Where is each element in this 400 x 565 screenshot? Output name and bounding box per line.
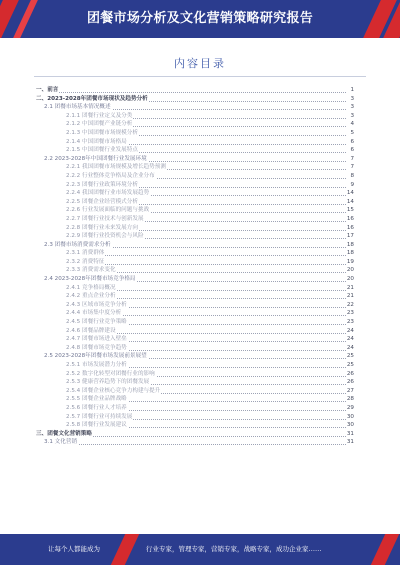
toc-entry-page: 19 [346, 258, 354, 265]
toc-entry[interactable] [36, 387, 354, 396]
toc-entry-page: 25 [346, 362, 354, 368]
dot-leader [96, 138, 346, 145]
toc-entry[interactable] [36, 361, 354, 370]
toc-entry-label: 2.4.1 竞争格局概况 [66, 284, 116, 291]
toc-entry[interactable] [36, 266, 354, 275]
toc-entry-label: 2.1.3 中国团餐市场规模分析 [66, 129, 138, 136]
toc-entry[interactable] [36, 335, 354, 344]
dot-leader [96, 318, 346, 325]
toc-entry[interactable] [36, 352, 354, 361]
toc-entry-label: 2.2 2023-2028年中国团餐行业发展环境 [44, 155, 147, 162]
toc-entry-label: 2.1.1 团餐行业定义及分类 [66, 112, 133, 119]
footer-slogan-left: 让每个人都能成为 [48, 545, 100, 553]
toc-entry-label: 2.2.7 团餐行业技术与创新发展 [66, 215, 144, 222]
toc-entry-label: 2.5.3 健康营养趋势下的团餐发展 [66, 379, 150, 386]
toc-entry[interactable] [36, 438, 354, 447]
toc-entry-label: 2.5.2 数字化转型对团餐行业的影响 [66, 370, 155, 377]
toc-entry-page: 16 [346, 224, 354, 231]
dot-leader [96, 120, 346, 127]
dot-leader [76, 103, 346, 110]
dot-leader [46, 86, 346, 93]
toc-entry[interactable] [36, 224, 354, 233]
toc-entry-page: 25 [346, 353, 354, 360]
toc-entry[interactable] [36, 404, 354, 413]
toc-entry[interactable] [36, 327, 354, 336]
dot-leader [96, 301, 346, 308]
toc-entry[interactable] [36, 198, 354, 207]
toc-entry-label: 一、前言 [36, 87, 59, 93]
toc-entry[interactable] [36, 146, 354, 155]
toc-entry[interactable] [36, 138, 354, 147]
toc-entry-page: 22 [346, 301, 354, 308]
toc-entry-label: 2.4 2023-2028年团餐市场竞争格局 [44, 276, 136, 283]
dot-leader [96, 344, 346, 351]
toc-entry[interactable] [36, 112, 354, 121]
dot-leader [96, 258, 346, 265]
toc-entry-label: 2.1.5 中国团餐行业发展特点 [66, 147, 138, 154]
decorative-stripe [371, 534, 399, 565]
toc-entry-page: 24 [346, 344, 354, 351]
footer-banner [0, 534, 400, 565]
toc-entry-page: 24 [346, 327, 354, 334]
toc-entry[interactable] [36, 284, 354, 293]
toc-entry-page: 7 [350, 155, 354, 162]
toc-entry-page: 9 [350, 181, 354, 188]
toc-entry[interactable] [36, 309, 354, 318]
toc-entry-page: 6 [350, 138, 354, 145]
dot-leader [96, 327, 346, 334]
toc-entry-page: 3 [350, 95, 354, 102]
dot-leader [96, 249, 346, 256]
toc-entry-label: 2.5.7 团餐行业可持续发展 [66, 413, 133, 420]
dot-leader [96, 335, 346, 342]
toc-entry-label: 2.3 团餐市场消费需求分析 [44, 241, 111, 248]
toc-entry-label: 2.4.3 区域市场竞争分析 [66, 301, 127, 308]
toc-entry-page: 26 [346, 370, 354, 377]
toc-entry[interactable] [36, 155, 354, 164]
toc-entry[interactable] [36, 378, 354, 387]
toc-entry-page: 28 [346, 396, 354, 403]
toc-entry[interactable] [36, 241, 354, 250]
toc-entry-label: 2.1 团餐市场基本情况概述 [44, 104, 111, 111]
toc-entry-label: 2.2.9 团餐行业投资机会与风险 [66, 233, 144, 240]
toc-entry-label: 2.3.3 消费需求变化 [66, 267, 116, 274]
toc-entry-label: 2.4.2 重点企业分析 [66, 293, 116, 300]
toc-entry-page: 23 [346, 319, 354, 326]
toc-entry[interactable] [36, 318, 354, 327]
toc-entry-label: 二、2023-2028年团餐市场现状及趋势分析 [36, 95, 148, 102]
toc-entry-label: 3.1 文化营销 [44, 439, 78, 446]
dot-leader [96, 413, 346, 420]
toc-entry[interactable] [36, 370, 354, 379]
toc-entry[interactable] [36, 395, 354, 404]
toc-entry[interactable] [36, 163, 354, 172]
toc-entry-page: 6 [350, 147, 354, 154]
toc-entry-page: 1 [350, 87, 354, 93]
table-of-contents [36, 86, 354, 447]
toc-entry[interactable] [36, 275, 354, 284]
toc-entry-label: 2.2.3 团餐行业政策环境分析 [66, 181, 138, 188]
dot-leader [96, 395, 346, 402]
dot-leader [76, 438, 346, 445]
toc-entry-page: 23 [346, 310, 354, 317]
toc-entry-label: 三、团餐文化营销策略 [36, 430, 92, 437]
toc-entry-page: 21 [346, 293, 354, 300]
toc-entry-label: 2.2.6 行业发展面临的问题与挑战 [66, 207, 150, 214]
dot-leader [96, 404, 346, 411]
header-banner [0, 0, 400, 38]
toc-entry-page: 27 [346, 387, 354, 394]
toc-entry[interactable] [36, 95, 354, 104]
toc-entry-page: 30 [346, 422, 354, 429]
toc-entry-label: 2.3.2 消费特征 [66, 258, 105, 265]
toc-entry-page: 31 [346, 430, 354, 437]
toc-entry-page: 3 [350, 104, 354, 111]
toc-entry-page: 24 [346, 336, 354, 343]
toc-entry-label: 2.4.7 团餐市场进入壁垒 [66, 336, 127, 343]
toc-entry-label: 2.5.1 市场发展潜力分析 [66, 362, 127, 368]
toc-entry-label: 2.5 2023-2028年团餐市场发展前景展望 [44, 353, 147, 360]
toc-entry[interactable] [36, 189, 354, 198]
toc-entry-label: 2.1.2 中国团餐产业链分析 [66, 121, 133, 128]
decorative-stripe [111, 534, 139, 565]
dot-leader [96, 292, 346, 299]
toc-entry-page: 8 [350, 172, 354, 179]
toc-entry-label: 2.4.6 团餐品牌建设 [66, 327, 116, 334]
toc-entry-label: 2.2.4 我国团餐行业市场发展趋势 [66, 190, 150, 197]
toc-entry[interactable] [36, 206, 354, 215]
toc-entry-page: 18 [346, 250, 354, 257]
toc-entry-page: 29 [346, 404, 354, 411]
toc-entry-page: 4 [350, 121, 354, 128]
toc-entry[interactable] [36, 181, 354, 190]
toc-entry[interactable] [36, 413, 354, 422]
toc-entry-page: 3 [350, 112, 354, 119]
toc-entry[interactable] [36, 172, 354, 181]
toc-entry[interactable] [36, 258, 354, 267]
toc-entry-label: 2.4.8 团餐市场竞争趋势 [66, 344, 127, 351]
dot-leader [96, 266, 346, 273]
toc-entry-page: 20 [346, 276, 354, 283]
toc-entry[interactable] [36, 129, 354, 138]
toc-entry-page: 7 [350, 164, 354, 171]
toc-entry-page: 30 [346, 413, 354, 420]
toc-entry-label: 2.5.4 团餐企业核心竞争力构建与提升 [66, 387, 161, 394]
toc-entry[interactable] [36, 301, 354, 310]
toc-entry[interactable] [36, 86, 354, 95]
toc-entry-label: 2.4.5 团餐行业竞争策略 [66, 319, 127, 326]
toc-entry-label: 2.2.8 团餐行业未来发展方向 [66, 224, 138, 231]
toc-entry-label: 2.1.4 中国团餐市场格局 [66, 138, 127, 145]
toc-entry-page: 14 [346, 198, 354, 205]
toc-entry-label: 2.2.1 我国团餐市场规模及增长趋势预测 [66, 164, 166, 171]
toc-entry-page: 5 [350, 129, 354, 136]
toc-entry-label: 2.2.2 行业整体竞争格局及企业分布 [66, 172, 155, 179]
dot-leader [96, 361, 346, 368]
dot-leader [96, 112, 346, 119]
toc-entry-page: 21 [346, 284, 354, 291]
toc-entry-label: 2.3.1 消费群体 [66, 250, 105, 257]
report-title: 团餐市场分析及文化营销策略研究报告 [86, 11, 314, 26]
dot-leader [96, 421, 346, 428]
toc-entry-page: 26 [346, 379, 354, 386]
toc-entry-page: 31 [346, 439, 354, 446]
toc-entry-page: 15 [346, 207, 354, 214]
toc-entry[interactable] [36, 421, 354, 430]
toc-entry[interactable] [36, 344, 354, 353]
toc-entry[interactable] [36, 103, 354, 112]
dot-leader [96, 284, 346, 291]
toc-entry[interactable] [36, 232, 354, 241]
toc-entry-label: 2.5.5 团餐企业品牌战略 [66, 396, 127, 403]
toc-entry-page: 18 [346, 241, 354, 248]
toc-entry-page: 16 [346, 215, 354, 222]
toc-entry-label: 2.2.5 团餐企业经营模式分析 [66, 198, 138, 205]
toc-entry[interactable] [36, 249, 354, 258]
toc-entry[interactable] [36, 215, 354, 224]
dot-leader [76, 241, 346, 248]
toc-entry-page: 14 [346, 190, 354, 197]
toc-heading: 内容目录 [174, 57, 226, 70]
toc-entry-label: 2.5.6 团餐行业人才培养 [66, 404, 127, 411]
toc-entry[interactable] [36, 430, 354, 439]
dot-leader [96, 309, 346, 316]
toc-entry-page: 20 [346, 267, 354, 274]
toc-entry[interactable] [36, 120, 354, 129]
toc-entry[interactable] [36, 292, 354, 301]
toc-entry-label: 2.4.4 市场集中度分析 [66, 310, 122, 317]
footer-slogan-right: 行业专家，管理专家，营销专家，战略专家，成功企业家…… [146, 545, 322, 553]
divider [34, 76, 366, 77]
toc-entry-page: 17 [346, 233, 354, 240]
toc-entry-label: 2.5.8 团餐行业发展建议 [66, 422, 127, 429]
